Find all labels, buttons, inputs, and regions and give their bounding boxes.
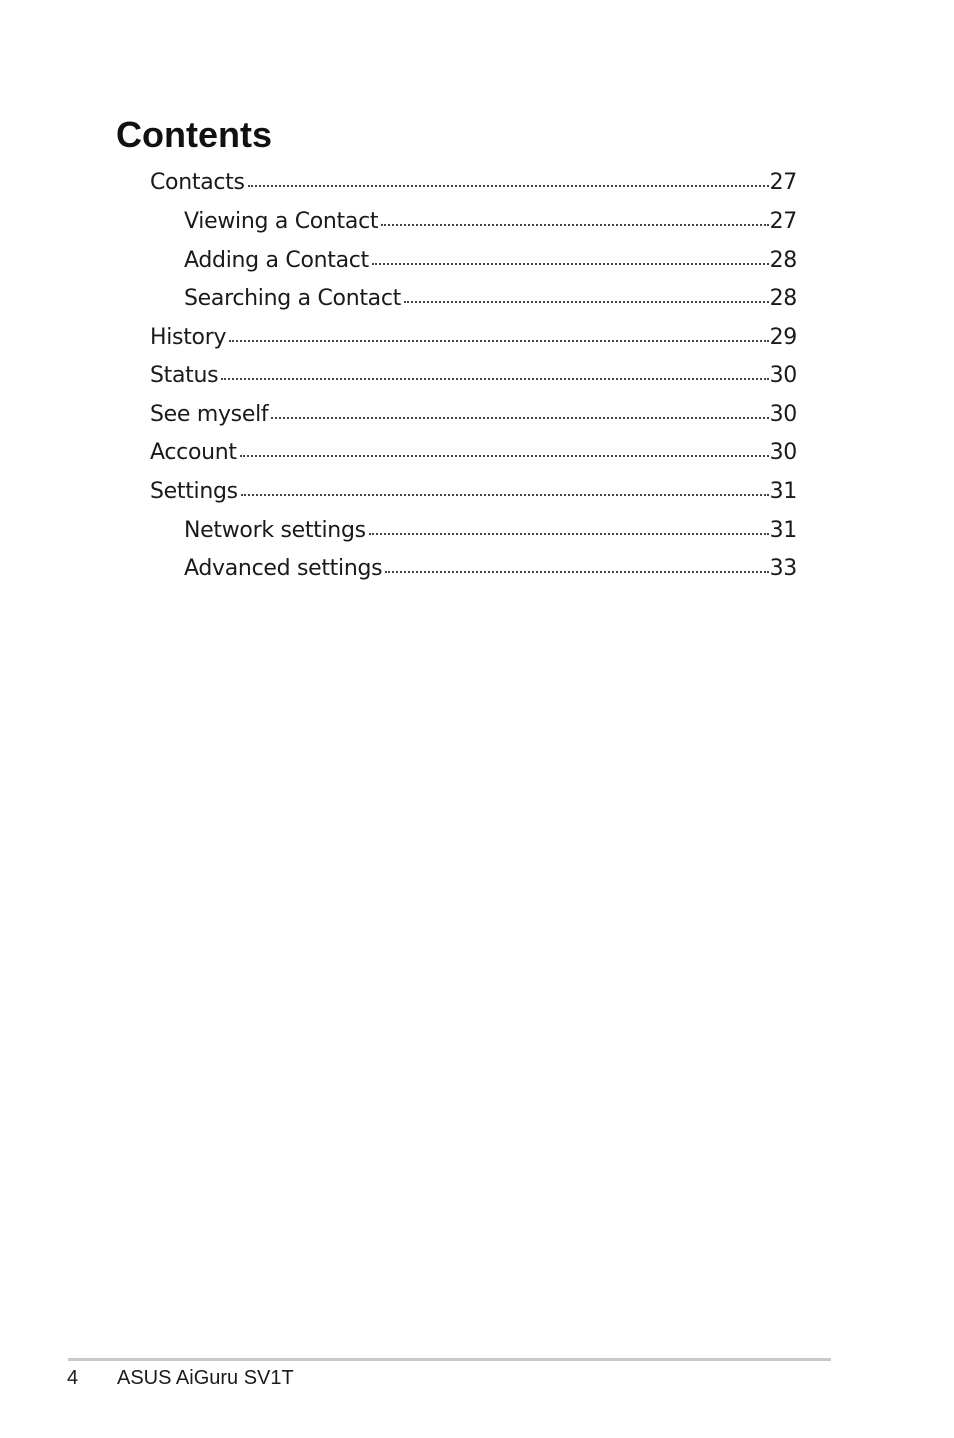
toc-entry-adding-a-contact[interactable] bbox=[184, 241, 797, 280]
toc-entry-page: 33 bbox=[769, 556, 797, 581]
toc-entry-viewing-a-contact[interactable] bbox=[184, 202, 797, 241]
toc-entry-page: 31 bbox=[769, 518, 797, 543]
footer-divider bbox=[68, 1358, 831, 1361]
toc-entry-history[interactable] bbox=[150, 318, 797, 357]
toc-entry-page: 29 bbox=[769, 325, 797, 350]
toc-entry-settings[interactable] bbox=[150, 472, 797, 511]
toc-entry-account[interactable] bbox=[150, 433, 797, 472]
dot-leader bbox=[381, 220, 768, 226]
dot-leader bbox=[229, 336, 768, 342]
page-title: Contents bbox=[116, 114, 272, 155]
footer-page-number: 4 bbox=[67, 1367, 79, 1389]
dot-leader bbox=[369, 529, 769, 535]
toc-entry-page: 31 bbox=[769, 479, 797, 504]
toc-entry-page: 30 bbox=[769, 402, 797, 427]
dot-leader bbox=[404, 297, 769, 303]
toc-entry-label: Contacts bbox=[150, 170, 245, 195]
dot-leader bbox=[271, 413, 768, 419]
dot-leader bbox=[385, 567, 768, 573]
toc-entry-label: Network settings bbox=[184, 518, 366, 543]
toc-entry-label: History bbox=[150, 325, 227, 350]
toc-entry-label: Advanced settings bbox=[184, 556, 383, 581]
toc-entry-network-settings[interactable] bbox=[184, 511, 797, 550]
dot-leader bbox=[372, 259, 769, 265]
toc-entry-label: Settings bbox=[150, 479, 238, 504]
toc-entry-page: 27 bbox=[769, 170, 797, 195]
toc-entry-page: 30 bbox=[769, 363, 797, 388]
dot-leader bbox=[248, 181, 769, 187]
footer-doc-title: ASUS AiGuru SV1T bbox=[117, 1367, 294, 1389]
dot-leader bbox=[241, 490, 769, 496]
toc-entry-page: 27 bbox=[769, 209, 797, 234]
dot-leader bbox=[240, 451, 769, 457]
toc-entry-status[interactable] bbox=[150, 356, 797, 395]
toc-entry-label: Status bbox=[150, 363, 219, 388]
toc-entry-label: See myself bbox=[150, 402, 269, 427]
dot-leader bbox=[221, 374, 768, 380]
toc-entry-label: Account bbox=[150, 440, 237, 465]
toc-entry-page: 30 bbox=[769, 440, 797, 465]
toc-entry-page: 28 bbox=[769, 248, 797, 273]
toc-entry-label: Adding a Contact bbox=[184, 248, 369, 273]
toc-entry-see-myself[interactable] bbox=[150, 395, 797, 434]
toc-entry-label: Searching a Contact bbox=[184, 286, 401, 311]
toc-entry-page: 28 bbox=[769, 286, 797, 311]
toc-entry-label: Viewing a Contact bbox=[184, 209, 379, 234]
toc-entry-contacts[interactable] bbox=[150, 163, 797, 202]
toc-entry-searching-a-contact[interactable] bbox=[184, 279, 797, 318]
toc-entry-advanced-settings[interactable] bbox=[184, 549, 797, 588]
